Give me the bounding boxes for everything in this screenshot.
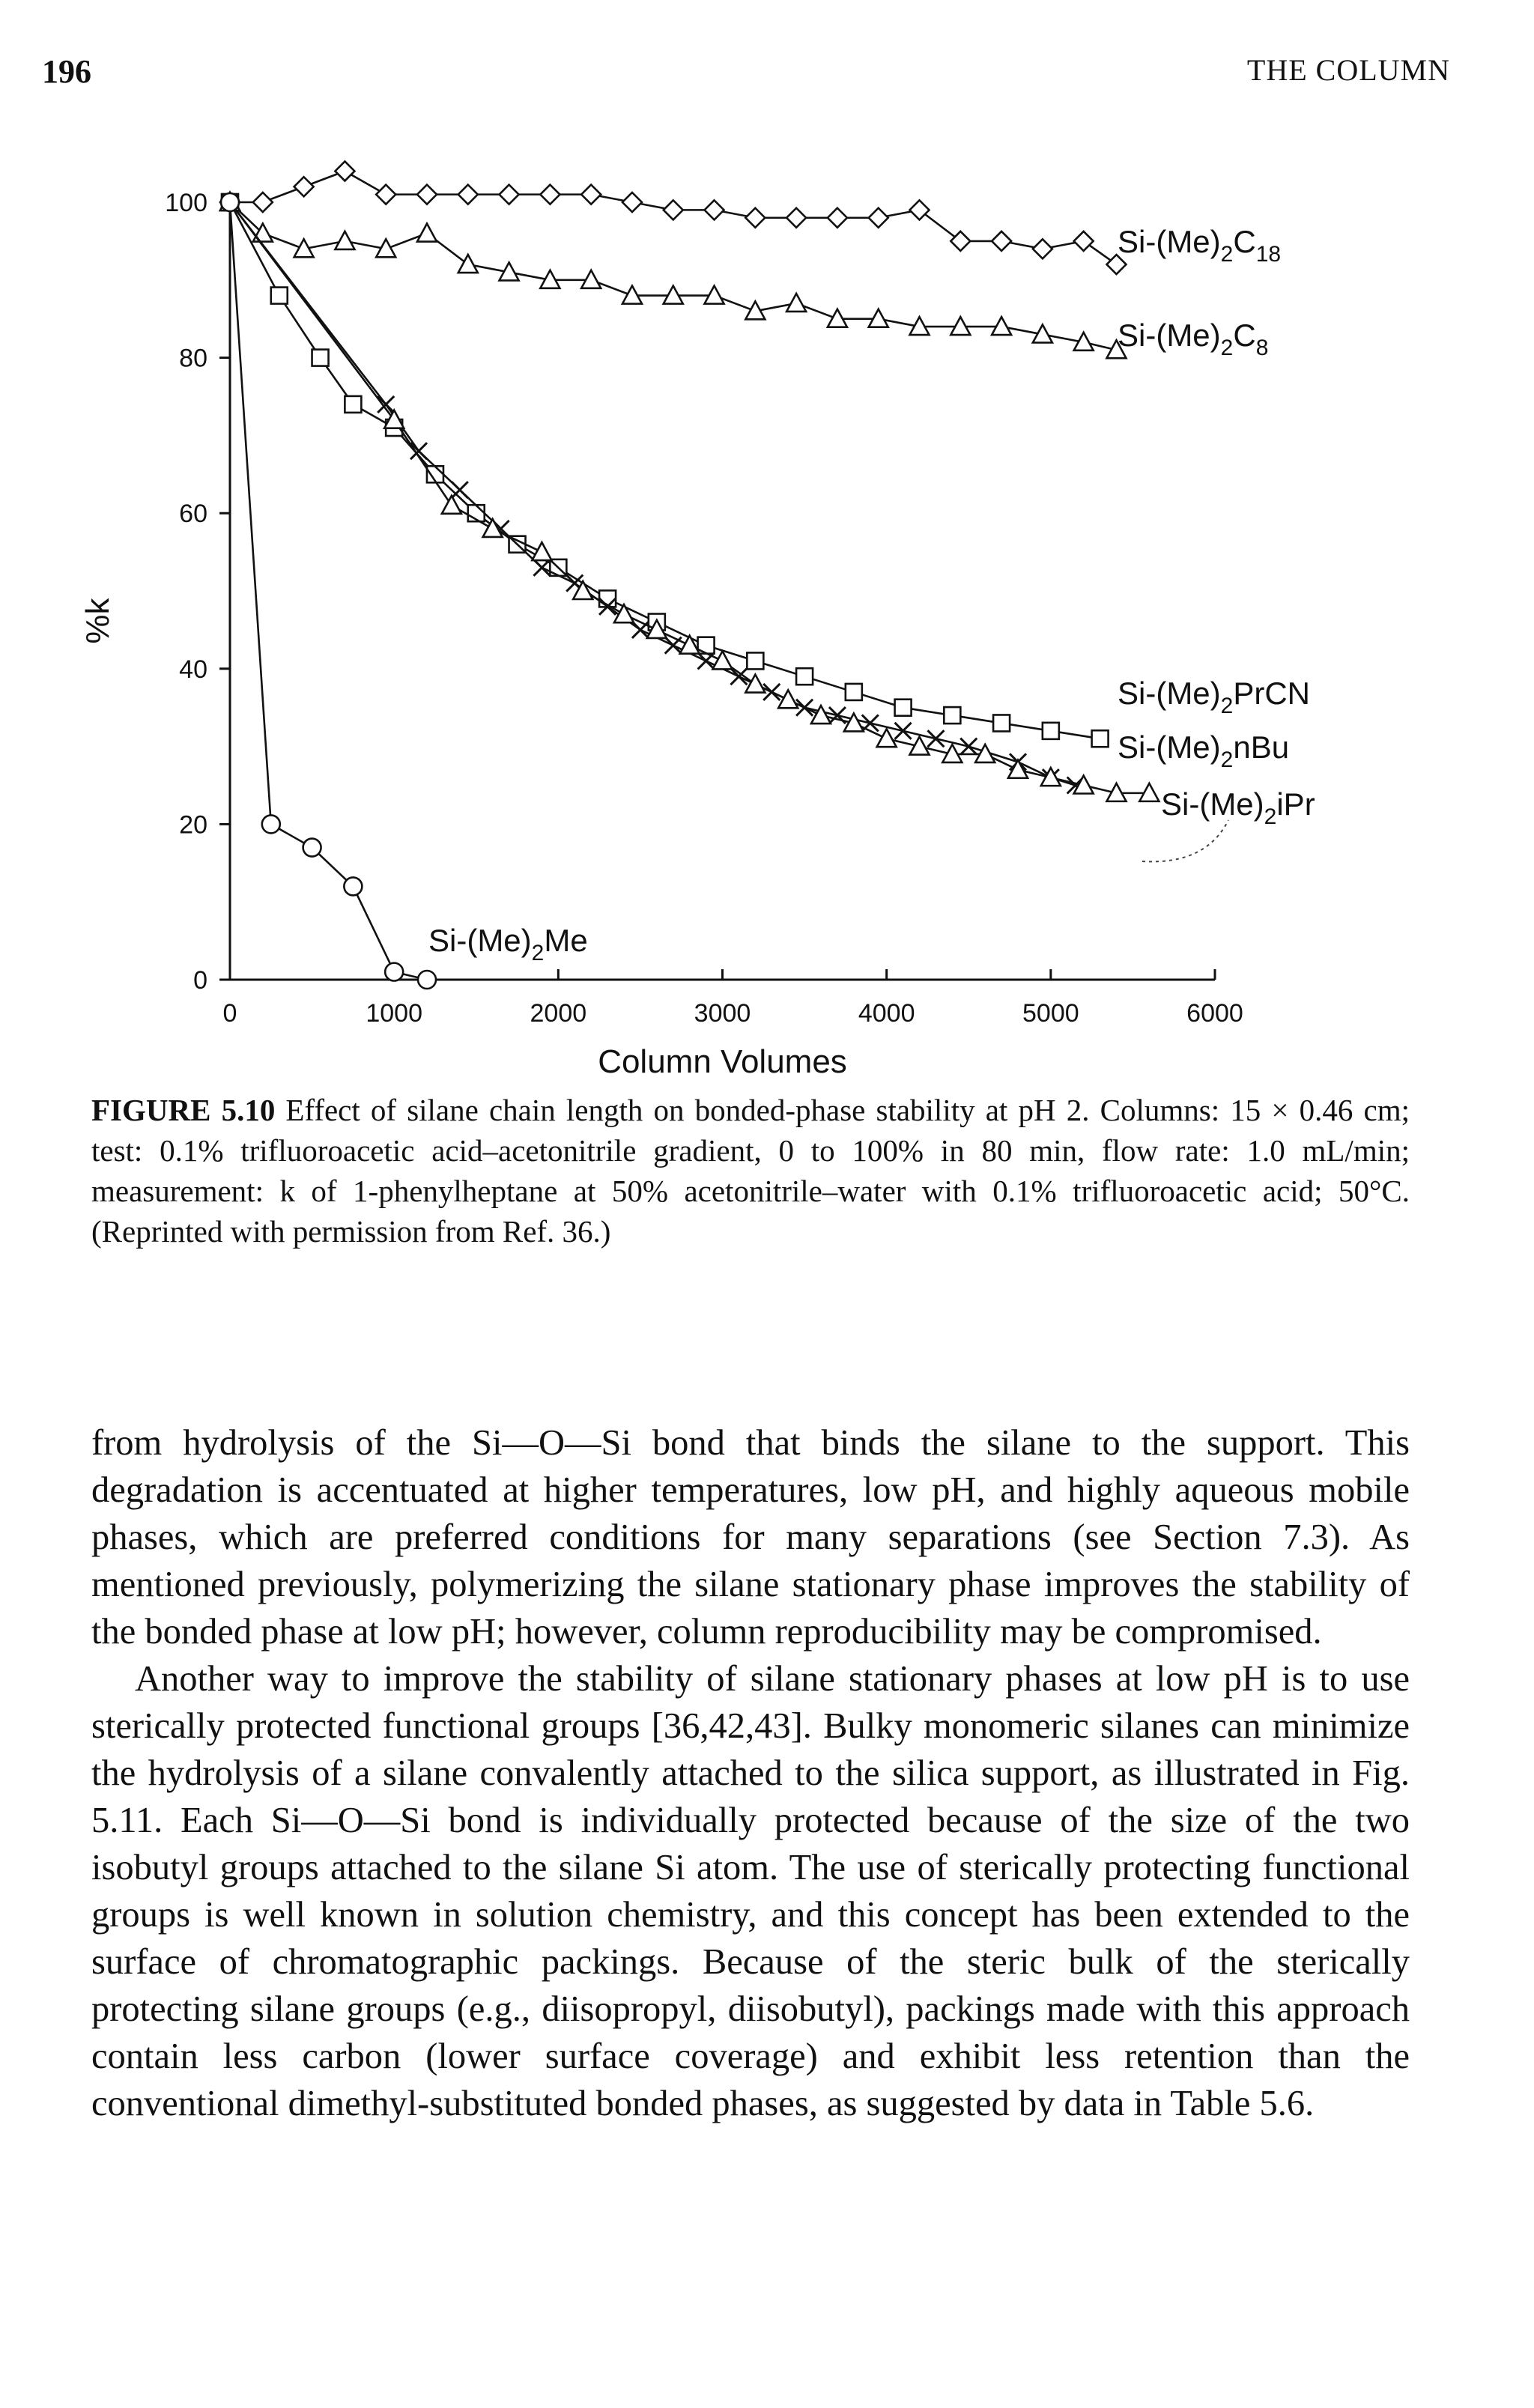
data-point-cross: [960, 739, 977, 755]
data-point-diamond: [951, 231, 970, 251]
series-line-3: [230, 202, 1100, 739]
data-point-square: [1043, 723, 1059, 739]
x-tick-label: 5000: [1022, 999, 1079, 1028]
data-point-diamond: [1074, 231, 1094, 251]
data-point-diamond: [705, 200, 724, 219]
series-line-2: [230, 202, 1117, 350]
data-point-circle: [262, 815, 280, 833]
data-point-triangle: [335, 231, 354, 249]
data-point-circle: [303, 839, 321, 857]
data-point-triangle: [713, 651, 733, 669]
y-tick-label: 60: [179, 500, 207, 529]
data-point-diamond: [458, 185, 478, 204]
data-point-diamond: [335, 161, 354, 181]
data-point-square: [895, 700, 912, 716]
data-point-diamond: [869, 208, 888, 228]
figure-caption-text: Effect of silane chain length on bonded-phase stability at pH 2. Columns: 15 × 0.46 cm; test: 0.1% trifluoroacetic acid–acetonitrile gradient, 0 to 100% in 80 min, flow rate: 1.0 mL/min; measurement: k of 1-phenylheptane at 50% acetonitrile–water with 0.1% trifluoroacetic acid; 50°C. (Reprinted with permission from Ref. 36.): [91, 1093, 1410, 1249]
x-tick-label: 6000: [1186, 999, 1243, 1028]
paragraph-2: Another way to improve the stability of silane stationary phases at low pH is to use sterically protected functional groups [36,42,43]. Bulky monomeric silanes can minimize the hydrolysis of a silane convalently attached to the silica support, as illustrated in Fig. 5.11. Each Si—O—Si bond is individually protected because of the size of the two isobutyl groups attached to the silane Si atom. The use of sterically protecting functional groups is well known in solution chemistry, and this concept has been extended to the surface of chromatographic packings. Because of the steric bulk of the sterically protecting silane groups (e.g., diisopropyl, diisobutyl), packings made with this approach contain less carbon (lower surface coverage) and exhibit less retention than the conventional dimethyl-substituted bonded phases, as suggested by data in Table 5.6.: [91, 1659, 1410, 2123]
data-point-diamond: [1033, 239, 1052, 258]
data-point-cross: [927, 730, 944, 747]
running-head: [0, 52, 1534, 97]
series-label: $Si-(Me)_2Me$: [428, 923, 588, 965]
y-tick-label: 40: [179, 655, 207, 684]
data-point-triangle: [417, 224, 437, 242]
y-tick-label: 100: [165, 189, 207, 217]
data-point-triangle: [532, 542, 551, 560]
series-label: $Si-(Me)_2PrCN$: [1118, 676, 1311, 718]
y-tick-label: 80: [179, 344, 207, 373]
series-line-6: [230, 202, 427, 980]
series-label: $Si-(Me)_2C_8$: [1118, 318, 1269, 360]
series-label: $Si-(Me)_2nBu$: [1118, 730, 1290, 772]
x-axis-label: Column Volumes: [598, 1043, 847, 1080]
running-title: THE COLUMN: [1246, 53, 1450, 87]
data-point-diamond: [417, 185, 437, 204]
data-point-circle: [385, 963, 403, 981]
data-point-circle: [221, 193, 239, 211]
y-tick-label: 0: [193, 966, 207, 995]
data-point-diamond: [786, 208, 806, 228]
data-point-diamond: [745, 208, 765, 228]
data-point-triangle: [680, 636, 700, 654]
data-point-diamond: [664, 200, 683, 219]
data-point-square: [271, 288, 288, 304]
figure-label: FIGURE 5.10: [91, 1093, 276, 1127]
data-point-cross: [533, 559, 550, 576]
data-point-triangle: [778, 690, 798, 708]
data-point-triangle: [786, 294, 806, 312]
data-point-square: [796, 668, 813, 685]
series-line-4: [230, 202, 1076, 786]
paragraph-1: from hydrolysis of the Si—O—Si bond that binds the silane to the support. This degradation is accentuated at higher temperatures, low pH, and highly aqueous mobile phases, which are preferred conditions for many separations (see Section 7.3). As mentioned previously, polymerizing the silane stationary phase improves the stability of the bonded phase at low pH; however, column reproducibility may be compromised.: [91, 1423, 1410, 1652]
data-point-diamond: [910, 200, 930, 219]
data-point-diamond: [540, 185, 560, 204]
data-point-diamond: [294, 177, 314, 196]
figure-caption: [91, 1090, 1410, 1252]
x-tick-label: 0: [222, 999, 237, 1028]
data-point-triangle: [745, 675, 765, 693]
data-point-square: [944, 707, 960, 724]
data-point-circle: [418, 971, 436, 989]
page-number: 196: [42, 53, 91, 90]
data-point-square: [312, 350, 329, 366]
series-label: $Si-(Me)_2C_{18}$: [1118, 224, 1282, 267]
x-tick-label: 3000: [694, 999, 751, 1028]
data-point-square: [1092, 730, 1109, 747]
stability-chart: [30, 142, 1315, 1080]
x-tick-label: 4000: [858, 999, 915, 1028]
data-point-triangle: [442, 496, 461, 514]
data-point-diamond: [622, 192, 642, 212]
data-point-diamond: [828, 208, 847, 228]
data-point-square: [747, 652, 763, 669]
data-point-diamond: [500, 185, 519, 204]
x-tick-label: 2000: [530, 999, 587, 1028]
data-point-diamond: [581, 185, 601, 204]
series-label: $Si-(Me)_2iPr$: [1161, 786, 1315, 829]
data-point-circle: [344, 877, 362, 895]
label-leader-line: [1142, 820, 1228, 861]
series-line-5: [230, 202, 1149, 793]
data-point-diamond: [992, 231, 1011, 251]
data-point-diamond: [253, 192, 273, 212]
data-point-square: [993, 715, 1010, 731]
data-point-diamond: [376, 185, 395, 204]
data-point-square: [846, 684, 862, 700]
data-point-triangle: [811, 706, 831, 724]
data-point-square: [345, 396, 361, 413]
y-axis-label: %k: [79, 598, 116, 644]
data-point-cross: [452, 482, 468, 498]
data-point-triangle: [877, 729, 897, 747]
data-point-triangle: [458, 255, 478, 273]
body-text: [91, 1419, 1410, 2127]
x-tick-label: 1000: [366, 999, 422, 1028]
y-tick-label: 20: [179, 810, 207, 840]
data-point-cross: [895, 723, 912, 739]
